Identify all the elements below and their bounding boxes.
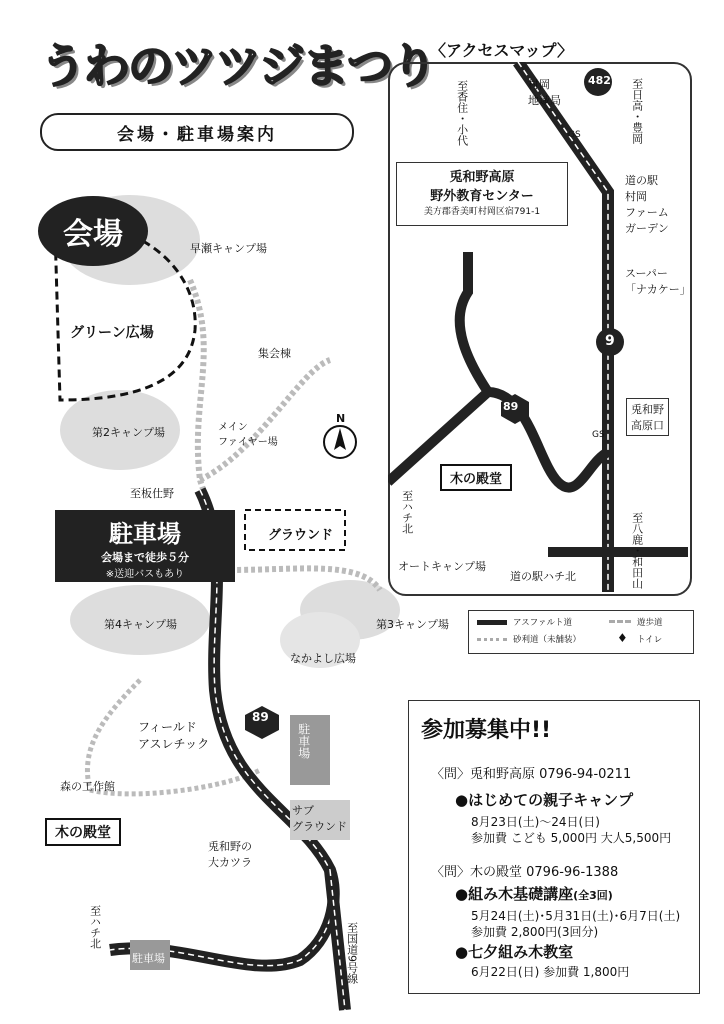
kinotono-box <box>45 818 121 846</box>
venue-label: 会場 <box>63 217 123 252</box>
access-super: スーパー 「ナカケー」 <box>625 267 691 296</box>
legend-box <box>468 610 694 654</box>
ground-label: グラウンド <box>268 528 334 543</box>
parking-bus-note: ※送迎バスもあり <box>105 569 185 580</box>
center-address: 美方郡香美町村岡区宿791-1 <box>423 207 541 217</box>
parking-callout <box>55 510 235 582</box>
camp4-label: 第4キャンプ場 <box>104 618 177 631</box>
main-fire-label: メイン ファイヤー場 <box>218 422 278 448</box>
access-kinotono-box <box>440 464 512 491</box>
sub-ground-label: サブ グラウンド <box>292 804 347 833</box>
event2-fee: 参加費 2,800円(3回分) <box>471 925 599 939</box>
venue-callout <box>38 196 148 266</box>
to-itanishi-label: 至板仕野 <box>130 487 174 500</box>
subtitle-pill <box>40 113 354 151</box>
access-gs-2: GS <box>592 430 605 440</box>
parking-v1-label: 駐車場 <box>296 723 311 759</box>
legend-walk: 遊歩道 <box>637 618 663 628</box>
access-road482: 482 <box>588 74 611 87</box>
katsura-label: 兎和野の 大カツラ <box>208 840 252 869</box>
access-to-yoka: 至八鹿・和田山 <box>630 512 644 589</box>
legend-toilet: トイレ <box>637 635 663 645</box>
access-uwano-entrance: 兎和野 高原口 <box>626 398 669 436</box>
event1-date: 8月23日(土)〜24日(日) <box>471 815 600 829</box>
nakayoshi-label: なかよし広場 <box>290 652 356 665</box>
contact-uwano: 〈問〉兎和野高原 0796-94-0211 <box>431 767 632 782</box>
access-map-title: 〈アクセスマップ〉 <box>430 41 574 60</box>
auto-camp-label: オートキャンプ場 <box>398 560 486 573</box>
access-gs-1: GS <box>568 130 581 140</box>
access-muraoka-office: 村岡 地域局 <box>528 78 561 107</box>
access-michinoeki-hachikita: 道の駅ハチ北 <box>510 570 576 583</box>
contact-kinotono: 〈問〉木の殿堂 0796-96-1388 <box>431 865 619 880</box>
toilet-icon: ♦ <box>617 631 628 645</box>
event1-fee: 参加費 こども 5,000円 大人5,500円 <box>471 831 672 845</box>
center-box <box>396 162 568 226</box>
event2-sub: (全3回) <box>573 889 613 902</box>
kinotono-label: 木の殿堂 <box>55 825 111 841</box>
access-to-hidaka: 至日高・豊岡 <box>630 78 644 144</box>
legend-asphalt-swatch <box>477 620 507 625</box>
event3-date: 6月22日(日) 参加費 1,800円 <box>471 965 630 979</box>
legend-walk-swatch <box>609 620 631 627</box>
camp2-label: 第2キャンプ場 <box>92 426 165 439</box>
event1-title: ●はじめての親子キャンプ <box>455 791 634 809</box>
center-name: 兎和野高原 野外教育センター <box>430 170 534 204</box>
access-to-hachikita: 至ハチ北 <box>400 490 414 534</box>
legend-gravel-swatch <box>477 638 507 645</box>
route9-label: 至国道9号線 <box>345 922 359 984</box>
access-to-kasumi: 至香住・小代 <box>455 80 469 146</box>
assembly-hall-label: 集会棟 <box>258 347 291 360</box>
info-title: 参加募集中!! <box>421 718 552 743</box>
hayase-camp-label: 早瀬キャンプ場 <box>190 242 267 255</box>
field-athletic-label: フィールド アスレチック <box>138 720 210 751</box>
camp3-label: 第3キャンプ場 <box>376 618 449 631</box>
mori-workshop-label: 森の工作館 <box>60 780 115 793</box>
green-plaza-label: グリーン広場 <box>70 325 154 341</box>
festival-title: うわのツツジまつり <box>40 39 436 93</box>
subtitle-text: 会場・駐車場案内 <box>117 124 277 145</box>
access-road9: 9 <box>605 333 615 349</box>
access-michinoeki-muraoka: 道の駅 村岡 ファーム ガーデン <box>625 174 669 235</box>
parking-walk-note: 会場まで徒歩５分 <box>101 551 189 564</box>
north-label: N <box>336 412 346 425</box>
event2-title-text: ●組み木基礎講座 <box>455 885 574 903</box>
parking-v2-label: 駐車場 <box>132 952 165 965</box>
route-89-number: 89 <box>252 710 269 724</box>
event3-title: ●七夕組み木教室 <box>455 943 574 961</box>
event2-date: 5月24日(土)･5月31日(土)･6月7日(土) <box>471 909 681 923</box>
access-kinotono: 木の殿堂 <box>450 472 503 487</box>
legend-asphalt: アスファルト道 <box>513 618 572 628</box>
to-hachikita-label: 至ハチ北 <box>88 905 102 949</box>
venue-map <box>0 150 400 1020</box>
info-box <box>408 700 700 994</box>
legend-gravel: 砂利道（未舗装） <box>513 635 582 645</box>
parking-title: 駐車場 <box>109 520 181 548</box>
event2-title <box>455 883 613 904</box>
access-road89: 89 <box>503 400 519 413</box>
